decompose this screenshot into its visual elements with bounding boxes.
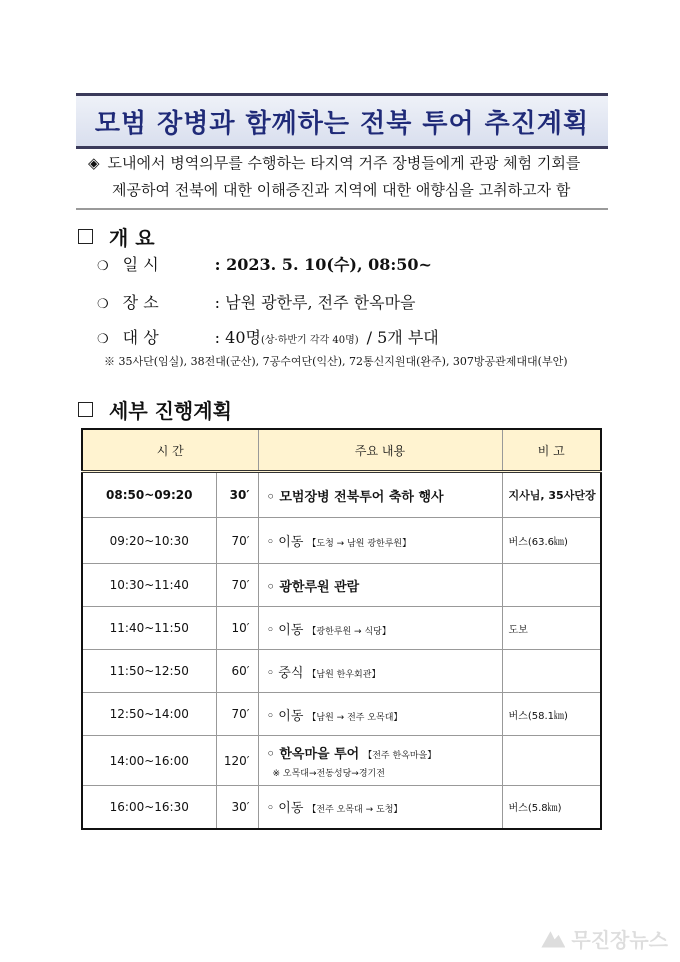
row-content-route: 【전주 한옥마을】 bbox=[363, 750, 437, 761]
overview-item-target bbox=[97, 325, 439, 348]
checkbox-square-icon bbox=[78, 402, 93, 417]
mountain-logo-icon bbox=[541, 930, 565, 948]
row-time: 08:50~09:20 bbox=[82, 472, 216, 518]
row-content-main: ◦ 이동 bbox=[266, 708, 304, 724]
row-content-main: ◦ 이동 bbox=[266, 535, 304, 550]
row-content-main: ◦ 중식 bbox=[266, 665, 304, 681]
overview-value-small: (상·하반기 각각 40명) bbox=[260, 335, 359, 346]
circle-bullet-icon: ❍ bbox=[97, 259, 109, 274]
overview-value: : 40명 bbox=[214, 328, 261, 347]
row-duration: 10′ bbox=[216, 607, 258, 650]
column-header-time: 시 간 bbox=[82, 429, 258, 472]
overview-item-place bbox=[97, 290, 416, 313]
document-title: 모범 장병과 함께하는 전북 투어 추진계획 bbox=[76, 93, 608, 149]
section-overview-title: 개 요 bbox=[109, 226, 155, 250]
row-content bbox=[258, 693, 502, 736]
overview-label: 장 소 bbox=[122, 293, 159, 312]
section-detail-heading bbox=[78, 395, 232, 424]
overview-value: : 2023. 5. 10(수), 08:50~ bbox=[214, 255, 432, 274]
table-row bbox=[82, 736, 601, 786]
table-row bbox=[82, 650, 601, 693]
column-header-content: 주요 내용 bbox=[258, 429, 502, 472]
watermark bbox=[541, 924, 668, 953]
row-remark bbox=[502, 736, 601, 786]
table-row bbox=[82, 472, 601, 518]
row-time: 10:30~11:40 bbox=[82, 564, 216, 607]
row-time: 11:50~12:50 bbox=[82, 650, 216, 693]
row-content-main: ◦ 모범장병 전북투어 축하 행사 bbox=[266, 489, 444, 505]
summary-text-1: 도내에서 병역의무를 수행하는 타지역 거주 장병들에게 관광 체험 기회를 bbox=[107, 154, 581, 172]
diamond-bullet-icon: ◈ bbox=[88, 154, 100, 172]
row-remark: 버스(63.6㎞) bbox=[502, 518, 601, 564]
column-header-note: 비 고 bbox=[502, 429, 601, 472]
row-content-main: ◦ 이동 bbox=[266, 622, 304, 638]
circle-bullet-icon: ❍ bbox=[97, 297, 109, 312]
row-duration: 70′ bbox=[216, 518, 258, 564]
row-duration: 30′ bbox=[216, 472, 258, 518]
row-content bbox=[258, 650, 502, 693]
row-content bbox=[258, 564, 502, 607]
summary-text-2: 제공하여 전북에 대한 이해증진과 지역에 대한 애향심을 고취하고자 함 bbox=[112, 181, 571, 199]
row-remark: 도보 bbox=[502, 607, 601, 650]
row-time: 14:00~16:00 bbox=[82, 736, 216, 786]
row-content bbox=[258, 736, 502, 786]
row-content-route: 【남원 한우회관】 bbox=[307, 669, 381, 680]
table-row bbox=[82, 518, 601, 564]
overview-label: 일 시 bbox=[122, 255, 159, 274]
row-duration: 60′ bbox=[216, 650, 258, 693]
row-content bbox=[258, 472, 502, 518]
row-remark: 버스(58.1㎞) bbox=[502, 693, 601, 736]
table-row bbox=[82, 693, 601, 736]
circle-bullet-icon: ❍ bbox=[97, 332, 109, 347]
row-duration: 70′ bbox=[216, 564, 258, 607]
row-time: 09:20~10:30 bbox=[82, 518, 216, 564]
summary-line-1 bbox=[88, 150, 580, 177]
row-time: 12:50~14:00 bbox=[82, 693, 216, 736]
row-content-main: ◦ 한옥마을 투어 bbox=[266, 746, 360, 762]
row-duration: 30′ bbox=[216, 786, 258, 829]
row-remark: 지사님, 35사단장 bbox=[502, 472, 601, 518]
row-remark bbox=[502, 564, 601, 607]
schedule-table bbox=[81, 428, 602, 830]
table-row bbox=[82, 564, 601, 607]
row-content-route: 【전주 오목대 → 도청】 bbox=[307, 805, 403, 816]
row-content-route: 【도청 → 남원 광한루원】 bbox=[307, 539, 412, 549]
checkbox-square-icon bbox=[78, 229, 93, 244]
overview-label: 대 상 bbox=[122, 328, 159, 347]
row-content-main: ◦ 광한루원 관람 bbox=[266, 579, 360, 595]
row-time: 16:00~16:30 bbox=[82, 786, 216, 829]
table-header-row bbox=[82, 429, 601, 472]
summary-box bbox=[76, 150, 608, 210]
row-duration: 70′ bbox=[216, 693, 258, 736]
overview-note: ※ 35사단(임실), 38전대(군산), 7공수여단(익산), 72통신지원대(완주), 307방공관제대대(부안) bbox=[104, 355, 568, 368]
row-content-route: 【남원 → 전주 오목대】 bbox=[307, 712, 403, 723]
table-row bbox=[82, 786, 601, 829]
row-content-main: ◦ 이동 bbox=[266, 801, 304, 817]
row-remark bbox=[502, 650, 601, 693]
row-content bbox=[258, 518, 502, 564]
row-content-route: 【광한루원 → 식당】 bbox=[307, 626, 391, 637]
table-row bbox=[82, 607, 601, 650]
overview-value: : 남원 광한루, 전주 한옥마을 bbox=[214, 293, 416, 312]
overview-item-date bbox=[97, 252, 432, 275]
section-overview-heading bbox=[78, 222, 155, 251]
section-detail-title: 세부 진행계획 bbox=[109, 399, 232, 423]
overview-value-2: / 5개 부대 bbox=[366, 328, 439, 347]
row-duration: 120′ bbox=[216, 736, 258, 786]
watermark-text: 무진장뉴스 bbox=[571, 928, 668, 952]
row-remark: 버스(5.8㎞) bbox=[502, 786, 601, 829]
row-content bbox=[258, 607, 502, 650]
row-content bbox=[258, 786, 502, 829]
row-content-subnote: ※ 오목대→전동성당→경기전 bbox=[272, 768, 385, 779]
row-time: 11:40~11:50 bbox=[82, 607, 216, 650]
